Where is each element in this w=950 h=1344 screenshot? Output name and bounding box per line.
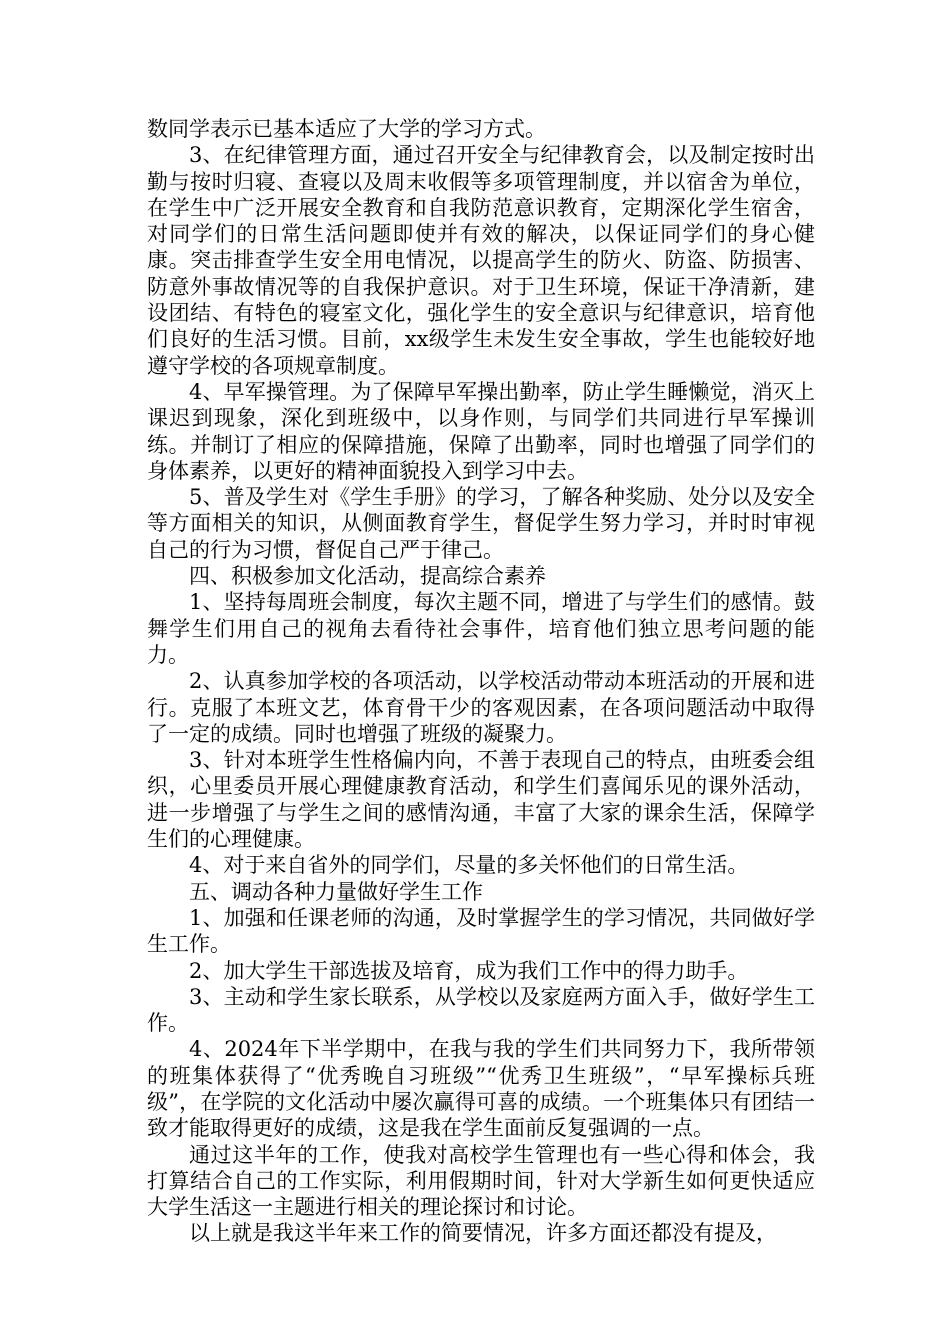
paragraph-13: 3、主动和学生家长联系，从学校以及家庭两方面入手，做好学生工作。 [147, 984, 815, 1036]
document-body [147, 116, 815, 1247]
paragraph-14: 4、2024年下半学期中，在我与我的学生们共同努力下，我所带领的班集体获得了“优秀晚自习班级”“优秀卫生班级”，“早军操标兵班级”，在学院的文化活动中屡次赢得可喜的成绩。一个班集体只有团结一致才能取得更好的成绩，这是我在学生面前反复强调的一点。 [147, 1037, 815, 1141]
paragraph-1: 数同学表示已基本适应了大学的学习方式。 [147, 117, 546, 141]
paragraph-2: 3、在纪律管理方面，通过召开安全与纪律教育会，以及制定按时出勤与按时归寝、查寝以及周末收假等多项管理制度，并以宿舍为单位，在学生中广泛开展安全教育和自我防范意识教育，定期深化学生宿舍，对同学们的日常生活问题即使并有效的解决，以保证同学们的身心健康。突击排查学生安全用电情况，以提高学生的防火、防盗、防损害、防意外事故情况等的自我保护意识。对于卫生环境，保证干净清新，建设团结、有特色的寝室文化，强化学生的安全意识与纪律意识，培育他们良好的生活习惯。目前，xx级学生未发生安全事故，学生也能较好地遵守学校的各项规章制度。 [147, 143, 815, 378]
paragraph-4: 5、普及学生对《学生手册》的学习，了解各种奖励、处分以及安全等方面相关的知识，从侧面教育学生，督促学生努力学习，并时时审视自己的行为习惯，督促自己严于律己。 [147, 485, 815, 562]
paragraph-15: 通过这半年的工作，使我对高校学生管理也有一些心得和体会，我打算结合自己的工作实际，利用假期时间，针对大学新生如何更快适应大学生活这一主题进行相关的理论探讨和讨论。 [147, 1142, 815, 1220]
paragraph-9: 4、对于来自省外的同学们，尽量的多关怀他们的日常生活。 [189, 853, 749, 878]
paragraph-11: 1、加强和任课老师的沟通，及时掌握学生的学习情况，共同做好学生工作。 [147, 905, 815, 957]
section-heading-4: 四、积极参加文化活动，提高综合素养 [189, 564, 546, 589]
paragraph-6: 1、坚持每周班会制度，每次主题不同，增进了与学生们的感情。鼓舞学生们用自己的视角去看待社会事件，培育他们独立思考问题的能力。 [147, 590, 815, 667]
paragraph-8: 3、针对本班学生性格偏内向，不善于表现自己的特点，由班委会组织，心里委员开展心理健康教育活动，和学生们喜闻乐见的课外活动，进一步增强了与学生之间的感情沟通，丰富了大家的课余生活，保障学生们的心理健康。 [147, 748, 815, 852]
section-heading-5: 五、调动各种力量做好学生工作 [189, 879, 483, 904]
paragraph-12: 2、加大学生干部选拔及培育，成为我们工作中的得力助手。 [189, 958, 749, 983]
paragraph-7: 2、认真参加学校的各项活动，以学校活动带动本班活动的开展和进行。克服了本班文艺，体育骨干少的客观因素，在各项问题活动中取得了一定的成绩。同时也增强了班级的凝聚力。 [147, 669, 815, 746]
paragraph-16: 以上就是我这半年来工作的简要情况，许多方面还都没有提及， [189, 1221, 777, 1246]
paragraph-3: 4、早军操管理。为了保障早军操出勤率，防止学生睡懒觉，消灭上课迟到现象，深化到班级中，以身作则，与同学们共同进行早军操训练。并制订了相应的保障措施，保障了出勤率，同时也增强了同学们的身体素养，以更好的精神面貌投入到学习中去。 [147, 379, 815, 483]
